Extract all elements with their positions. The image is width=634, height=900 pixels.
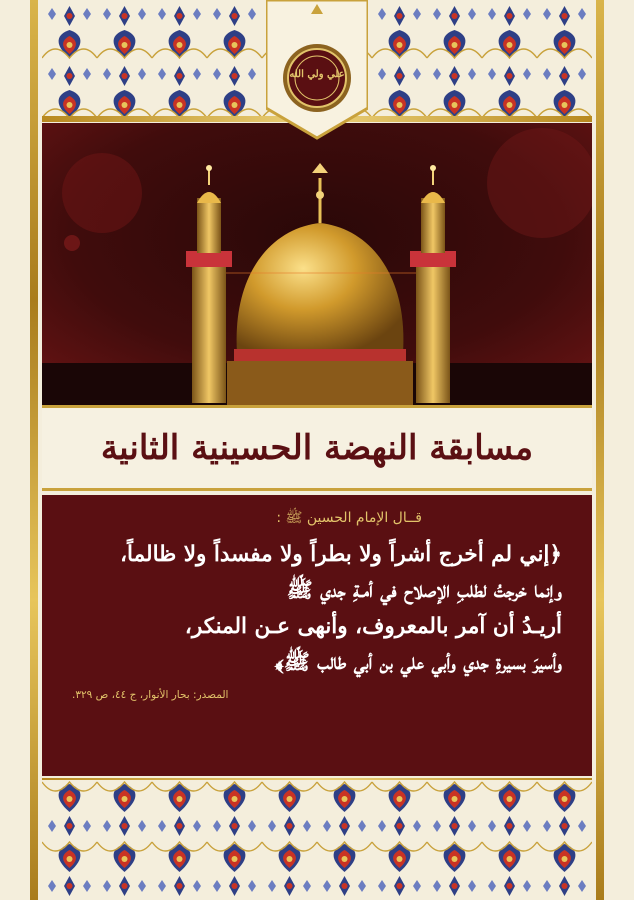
left-gold-border bbox=[30, 0, 38, 900]
shrine-dome-image bbox=[42, 123, 592, 405]
quote-line-2: وإنما خرجتُ لطلبِ الإصلاح في أمـةِ جدي ﷺ bbox=[286, 578, 562, 603]
emblem-inscription: علي ولي الله bbox=[289, 69, 345, 80]
quote-line-1: ﴿إني لم أخرج أشراً ولا بطراً ولا مفسداً ولا ظالماً، bbox=[120, 542, 562, 567]
quote-line-4: وأسيرَ بسيرةِ جدي وأبي علي بن أبي طالب ﷺ﴾ bbox=[274, 650, 562, 675]
title-bar bbox=[42, 405, 592, 491]
quote-source: المصدر: بحار الأنوار، ج ٤٤، ص ٣٢٩. bbox=[72, 689, 229, 701]
quote-box bbox=[42, 495, 592, 776]
page-title: مسابقة النهضة الحسينية الثانية bbox=[100, 428, 534, 468]
quote-line-3: أريـدُ أن آمر بالمعروف، وأنهى عـن المنكر، bbox=[184, 614, 562, 639]
right-gold-border bbox=[596, 0, 604, 900]
quote-speaker: قــال الإمام الحسين ﷺ : bbox=[276, 510, 422, 526]
bottom-ornament-band bbox=[42, 780, 592, 900]
ornament-pattern-bottom bbox=[42, 780, 592, 900]
